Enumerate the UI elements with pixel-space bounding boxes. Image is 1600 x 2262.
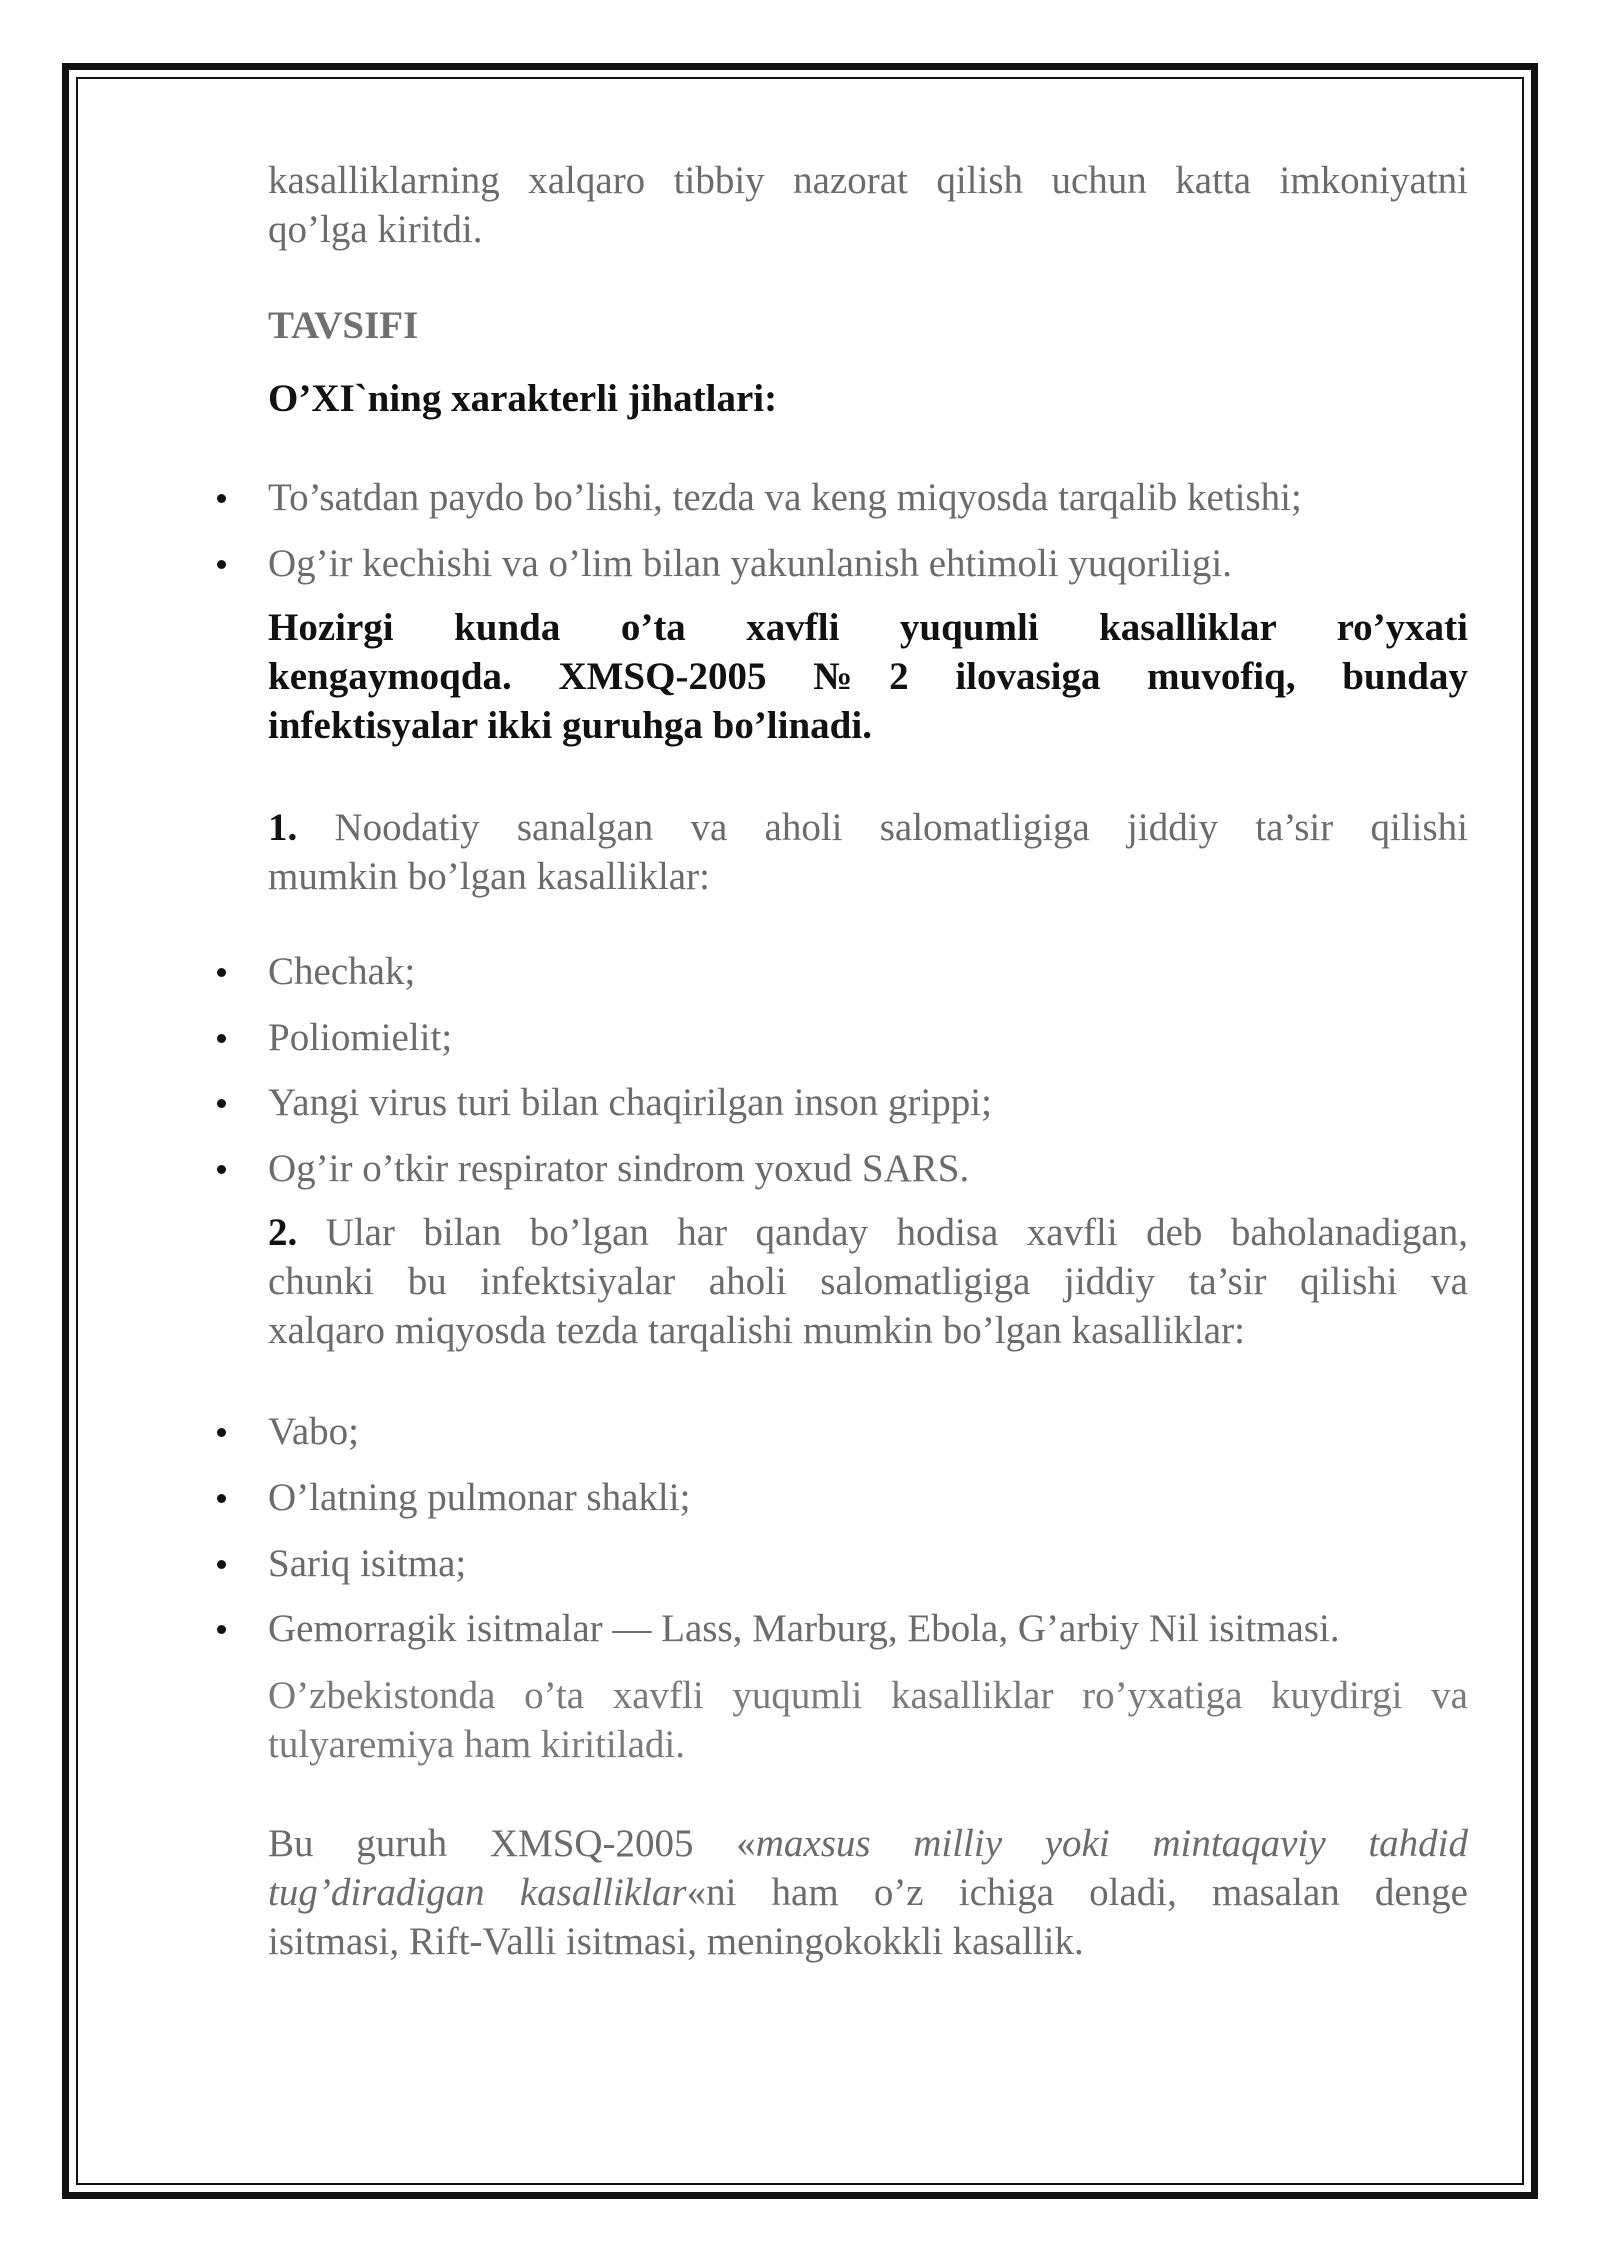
group-2-number: 2.	[268, 1211, 298, 1254]
group-1-paragraph	[268, 803, 1468, 901]
bullet-icon	[217, 1034, 226, 1043]
list-item-text: O’latning pulmonar shakli;	[268, 1476, 691, 1519]
closing-line-3: isitmasi, Rift-Valli isitmasi, meningokokkli kasallik.	[268, 1920, 1084, 1963]
bullet-icon	[217, 560, 226, 569]
closing-line-1	[268, 1819, 1468, 1868]
list-item-text: Poliomielit;	[268, 1016, 453, 1059]
list-item	[0, 1473, 1600, 1522]
bold-paragraph-line-1: Hozirgi kunda o’ta xavfli yuqumli kasalliklar ro’yxati	[268, 606, 1468, 649]
bold-paragraph-line-3: infektisyalar ikki guruhga bo’linadi.	[268, 704, 872, 747]
group-1-line-2: mumkin bo’lgan kasalliklar:	[268, 855, 710, 898]
bullet-icon	[217, 494, 226, 503]
list-item-text: Gemorragik isitmalar — Lass, Marburg, Ebola, G’arbiy Nil isitmasi.	[268, 1607, 1340, 1650]
list-item-text: Vabo;	[268, 1410, 359, 1453]
list-item-text: Yangi virus turi bilan chaqirilgan inson grippi;	[268, 1081, 992, 1124]
bullet-icon	[217, 968, 226, 977]
list-item-text: Sariq isitma;	[268, 1542, 467, 1585]
bullet-icon	[217, 1494, 226, 1503]
bold-paragraph-line-2: kengaymoqda. XMSQ-2005 №2 ilovasiga muvofiq, bunday	[268, 655, 1468, 698]
group-1-number: 1.	[268, 806, 298, 849]
list-item-text: To’satdan paydo bo’lishi, tezda va keng miqyosda tarqalib ketishi;	[268, 476, 1302, 519]
group-2-text: Ular bilan bo’lgan har qanday hodisa xavfli deb baholanadigan,	[325, 1211, 1468, 1254]
closing-line-2	[268, 1868, 1468, 1917]
closing-italic-2: tug’diradigan kasalliklar	[268, 1871, 687, 1914]
list-item	[0, 539, 1600, 588]
list-item	[0, 1013, 1600, 1062]
group-1-line-1	[268, 803, 1468, 852]
list-item	[0, 1407, 1600, 1456]
closing-prefix: Bu guruh XMSQ-2005 «	[268, 1822, 756, 1865]
intro-line-2: qo’lga kiritdi.	[268, 208, 483, 251]
closing-italic-1: maxsus milliy yoki mintaqaviy tahdid	[755, 1822, 1468, 1865]
bullet-icon	[217, 1165, 226, 1174]
bullet-icon	[217, 1428, 226, 1437]
bold-paragraph	[268, 603, 1468, 750]
uzbekistan-note	[268, 1671, 1468, 1769]
list-item-text: Og’ir o’tkir respirator sindrom yoxud SARS.	[268, 1147, 970, 1190]
group-1-text: Noodatiy sanalgan va aholi salomatligiga jiddiy ta’sir qilishi	[334, 806, 1468, 849]
intro-line-1: kasalliklarning xalqaro tibbiy nazorat qilish uchun katta imkoniyatni	[268, 159, 1468, 202]
list-item-text: Og’ir kechishi va o’lim bilan yakunlanish ehtimoli yuqoriligi.	[268, 542, 1233, 585]
bullet-icon	[217, 1099, 226, 1108]
group-2-line-1	[268, 1208, 1468, 1257]
uzbekistan-note-line-1: O’zbekistonda o’ta xavfli yuqumli kasalliklar ro’yxatiga kuydirgi va	[268, 1674, 1468, 1717]
list-item	[0, 1078, 1600, 1127]
uzbekistan-note-line-2: tulyaremiya ham kiritiladi.	[268, 1723, 685, 1766]
list-item	[0, 1539, 1600, 1588]
list-item	[0, 1144, 1600, 1193]
list-item	[0, 947, 1600, 996]
bullet-icon	[217, 1560, 226, 1569]
group-2-line-2: chunki bu infektsiyalar aholi salomatligiga jiddiy ta’sir qilishi va	[268, 1260, 1468, 1303]
closing-paragraph	[268, 1819, 1468, 1966]
section-title: TAVSIFI	[268, 304, 419, 347]
list-item	[0, 473, 1600, 522]
subheading: O’XI`ning xarakterli jihatlari:	[268, 377, 778, 420]
list-item	[0, 1604, 1600, 1653]
bullet-icon	[217, 1625, 226, 1634]
list-item-text: Chechak;	[268, 950, 416, 993]
closing-after-italic: «ni ham o’z ichiga oladi, masalan denge	[686, 1871, 1468, 1914]
group-2-line-3: xalqaro miqyosda tezda tarqalishi mumkin bo’lgan kasalliklar:	[268, 1309, 1245, 1352]
intro-paragraph	[268, 156, 1468, 254]
group-2-paragraph	[268, 1208, 1468, 1355]
